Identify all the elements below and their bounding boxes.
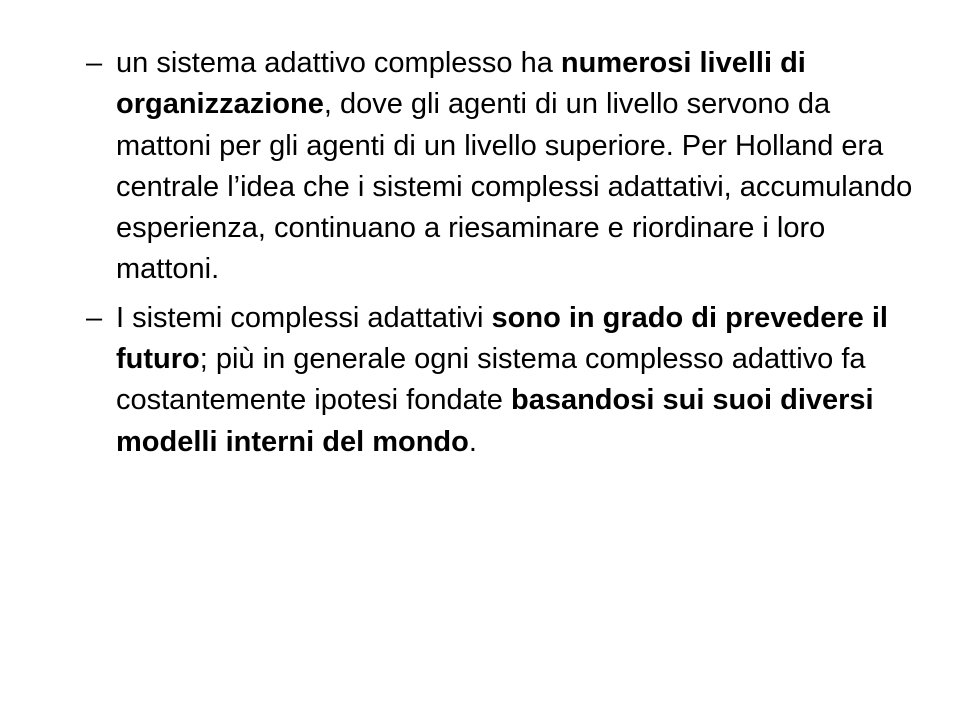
bullet-item-organization-levels <box>86 43 916 291</box>
bullet-text: . <box>468 425 477 458</box>
bullet-bold-text: sono in grado di prevedere il futuro <box>116 301 888 376</box>
bullet-dash: – <box>86 301 103 334</box>
bullet-text: , dove gli agenti di un livello servono da mattoni per gli agenti di un livello superiore. Per Holland era centrale l’idea che i sistemi complessi adattativi, accumulando esperienza, continuano a riesaminare e riordinare i loro mattoni. <box>116 88 913 286</box>
bullet-dash: – <box>86 47 103 79</box>
bullet-bold-text: numerosi livelli di organizzazione <box>116 47 806 121</box>
bullet-bold-text: basandosi sui suoi diversi modelli interni del mondo <box>116 384 874 458</box>
bullet-list <box>86 43 916 470</box>
bullet-text: I sistemi complessi adattativi <box>116 301 492 334</box>
bullet-text: un sistema adattivo complesso ha <box>116 47 561 79</box>
bullet-item-predict-future <box>86 298 916 463</box>
bullet-text: ; più in generale ogni sistema complesso adattivo fa costantemente ipotesi fondate <box>116 343 866 417</box>
